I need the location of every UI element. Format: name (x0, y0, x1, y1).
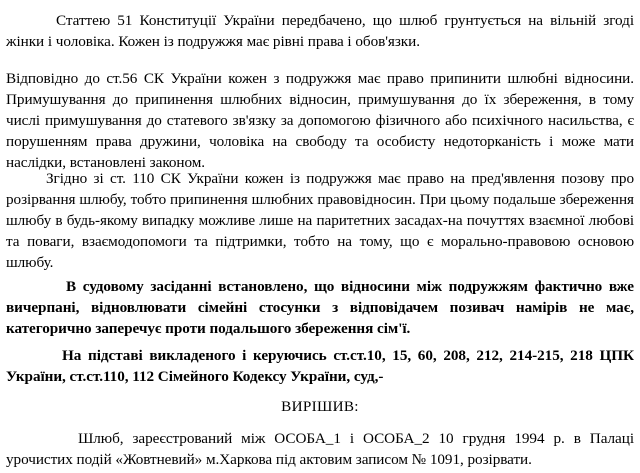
paragraph-constitution-article-51: Статтею 51 Конституції України передбачено, що шлюб грунтується на вільній згоді жінки і чоловіка. Кожен із подружжя має рівні права і обов'язки. (6, 12, 634, 50)
paragraph-family-code-article-56: Відповідно до ст.56 СК України кожен з подружжя має право припинити шлюбні відносини. Примушування до припинення шлюбних відносин, примушування до їх збереження, в тому числі примушування до статевого зв'язку за допомогою фізичного або психічного насильства, є порушенням права дружини, чоловіка на свободу та особисту недоторканість і може мати наслідки, встановлені законом. (6, 70, 634, 171)
paragraph-court-findings: В судовому засіданні встановлено, що відносини між подружжям фактично вже вичерпані, відновлювати сімейні стосунки з відповідачем позивач намірів не має, категорично заперечує проти подальшого збереження сім'ї. (6, 278, 634, 337)
resolution-heading: ВИРІШИВ: (281, 398, 359, 415)
paragraph-family-code-article-110: Згідно зі ст. 110 СК України кожен із подружжя має право на пред'явлення позову про розірвання шлюбу, тобто припинення шлюбних правовідносин. При цьому подальше збереження шлюбу в будь-якому випадку можливе лише на паритетних засадах-на почуттях взаємної любові та поваги, взаємодопомоги та підтримки, тобто на тому, що є морально-правовою основою шлюбу. (6, 170, 634, 271)
paragraph-legal-basis: На підставі викладеного і керуючись ст.ст.10, 15, 60, 208, 212, 214-215, 218 ЦПК України, ст.ст.110, 112 Сімейного Кодексу України, суд,- (6, 347, 634, 385)
paragraph-divorce-decision: Шлюб, зареєстрований між ОСОБА_1 і ОСОБА_2 10 грудня 1994 р. в Палаці урочистих подій «Жовтневий» м.Харкова під актовим записом № 1091, розірвати. (6, 430, 634, 468)
